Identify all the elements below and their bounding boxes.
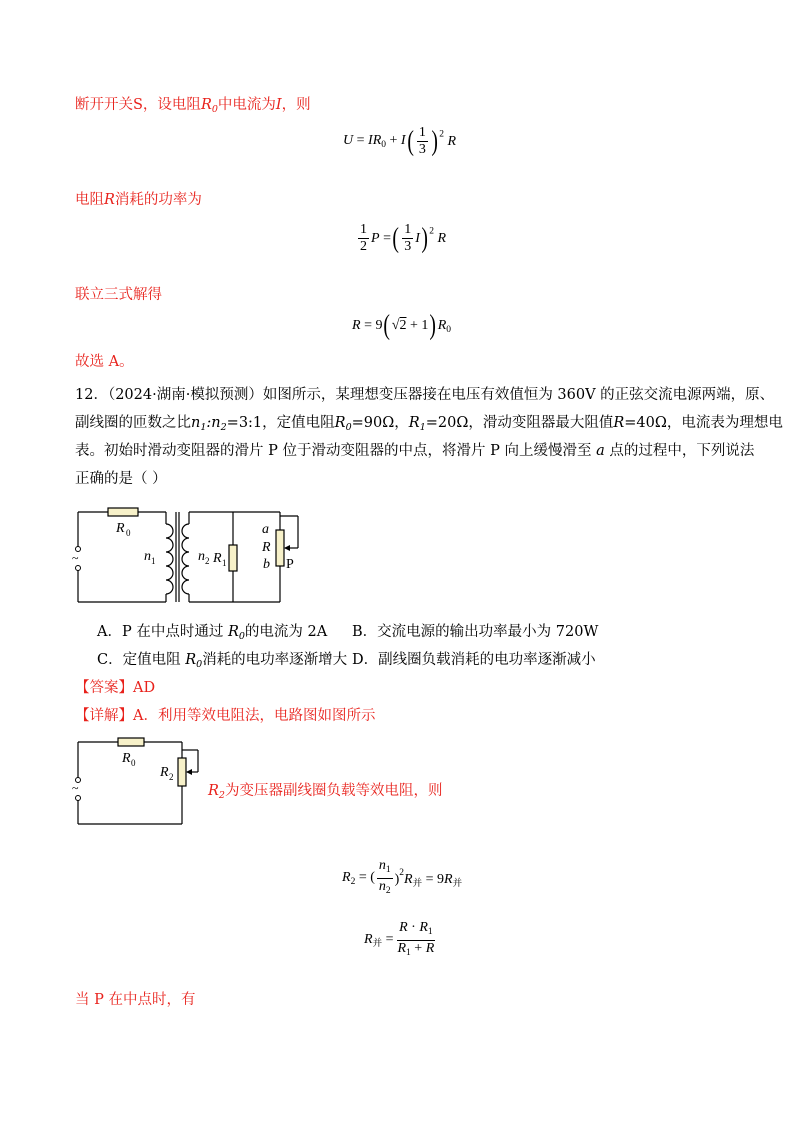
question-12-line-3: 表。初始时滑动变阻器的滑片 P 位于滑动变阻器的中点，将滑片 P 向上缓慢滑至 a 点的过程中，下列说法 bbox=[75, 443, 755, 459]
text: 中电流为 bbox=[217, 97, 276, 113]
text: 故选 A。 bbox=[75, 354, 134, 370]
slider-arrow bbox=[186, 769, 192, 775]
label-r0: R bbox=[116, 521, 125, 536]
symbol-I: I bbox=[275, 97, 282, 113]
text-line-4 bbox=[75, 352, 134, 372]
text: 断开开关 bbox=[75, 97, 133, 113]
label-r1-sub: 1 bbox=[222, 558, 227, 568]
text: A．P 在中点时通过 bbox=[97, 624, 224, 640]
label-r0: R bbox=[122, 751, 131, 766]
label-p: P bbox=[286, 557, 294, 572]
label-r0-sub: 0 bbox=[126, 528, 131, 538]
label-n1: n bbox=[144, 549, 151, 564]
text: 【答案】AD bbox=[75, 680, 156, 696]
text: S，设电阻 bbox=[133, 97, 201, 113]
text: =40Ω，电流表为理想电 bbox=[624, 415, 783, 431]
text: 消耗的电功率逐渐增大 bbox=[202, 652, 348, 668]
label-r2-sub: 2 bbox=[169, 772, 174, 782]
ac-symbol: ~ bbox=[72, 551, 79, 565]
secondary-coil bbox=[182, 524, 189, 594]
text: =3:1，定值电阻 bbox=[226, 415, 335, 431]
equation-r-parallel: $R_并$ = $\frac{R \cdot R_1}{R_1 + R}$ bbox=[364, 920, 435, 958]
question-12-line-2: 副线圈的匝数之比$n_1:n_2=3:1$，定值电阻$R_0=90\Omega$，$R_1=20\Omega$，滑动变阻器最大阻值R=40Ω，电流表为理想电 bbox=[75, 415, 783, 433]
option-c: C．定值电阻 $R_0$消耗的电功率逐渐增大 bbox=[97, 652, 348, 670]
equation-voltage: $U = IR_0 + I$( $\frac{1}{3}$ )$^2$ R bbox=[343, 125, 457, 157]
label-n1-sub: 1 bbox=[151, 556, 156, 566]
resistor-r2 bbox=[178, 758, 186, 786]
text: C．定值电阻 bbox=[97, 652, 181, 668]
text: D．副线圈负载消耗的电功率逐渐减小 bbox=[352, 652, 596, 668]
text-line-1 bbox=[75, 95, 311, 120]
equivalent-circuit-diagram bbox=[70, 734, 210, 830]
text: 【详解】A．利用等效电阻法，电路图如图所示 bbox=[75, 708, 376, 724]
text: B．交流电源的输出功率最小为 720W bbox=[352, 624, 599, 640]
terminal bbox=[76, 566, 81, 571]
option-a: A．P 在中点时通过 $R_0$的电流为 2A bbox=[97, 624, 328, 642]
ac-symbol: ~ bbox=[72, 781, 79, 795]
text-line-3 bbox=[75, 285, 162, 305]
text: 表。初始时滑动变阻器的滑片 P 位于滑动变阻器的中点，将滑片 P 向上缓慢滑至 bbox=[75, 443, 592, 459]
option-b bbox=[352, 622, 598, 642]
text: 当 P 在中点时，有 bbox=[75, 992, 196, 1008]
resistor-r0 bbox=[108, 508, 138, 516]
text: 电阻 bbox=[75, 192, 104, 208]
equation-result: $R = 9(√2 + 1)R_0$ bbox=[352, 310, 452, 341]
terminal bbox=[76, 796, 81, 801]
resistor-r0 bbox=[118, 738, 144, 746]
text: =90Ω， bbox=[351, 415, 409, 431]
symbol-R: R bbox=[104, 192, 115, 208]
subscript: 0 bbox=[211, 104, 218, 115]
label-r2: R bbox=[160, 765, 169, 780]
text: ，则 bbox=[281, 97, 311, 113]
label-r1: R bbox=[213, 551, 222, 566]
symbol-R: R bbox=[200, 97, 212, 113]
text: 副线圈的匝数之比 bbox=[75, 415, 191, 431]
text: 正确的是（ ） bbox=[75, 471, 167, 487]
question-12-line-4 bbox=[75, 469, 167, 489]
label-n2-sub: 2 bbox=[205, 556, 210, 566]
transformer-circuit-diagram bbox=[70, 502, 310, 610]
label-n2: n bbox=[198, 549, 205, 564]
label-r: R bbox=[262, 540, 271, 555]
label-b: b bbox=[263, 557, 270, 572]
equation-r2: $R_2$ = ( $\frac{n_1}{n_2}$ )$^2R_并 = 9R_并$ bbox=[342, 858, 463, 896]
last-line bbox=[75, 990, 195, 1010]
primary-coil bbox=[166, 524, 173, 594]
detail-line bbox=[75, 706, 375, 726]
option-d bbox=[352, 650, 596, 670]
equation-power: $\frac{1}{2}$ P =( $\frac{1}{3}$ I)$^2$ R bbox=[360, 222, 447, 254]
text-line-2 bbox=[75, 190, 202, 210]
r2-note: $R_2$为变压器副线圈负载等效电阻，则 bbox=[208, 783, 443, 801]
rheostat-r bbox=[276, 530, 284, 566]
answer-line bbox=[75, 678, 155, 698]
text: =20Ω，滑动变阻器最大阻值 bbox=[425, 415, 614, 431]
text: 12．（2024·湖南·模拟预测）如图所示，某理想变压器接在电压有效值恒为 360V 的正弦交流电源两端，原、 bbox=[75, 387, 775, 403]
label-r0-sub: 0 bbox=[131, 758, 136, 768]
text: 的电流为 2A bbox=[244, 624, 328, 640]
resistor-r1 bbox=[229, 545, 237, 571]
question-12-line-1 bbox=[75, 385, 774, 405]
text: 联立三式解得 bbox=[75, 287, 162, 303]
text: 消耗的功率为 bbox=[114, 192, 202, 208]
text: 点的过程中，下列说法 bbox=[609, 443, 755, 459]
label-a: a bbox=[262, 522, 269, 537]
slider-arrow bbox=[284, 545, 290, 551]
text: 为变压器副线圈负载等效电阻，则 bbox=[224, 783, 443, 799]
